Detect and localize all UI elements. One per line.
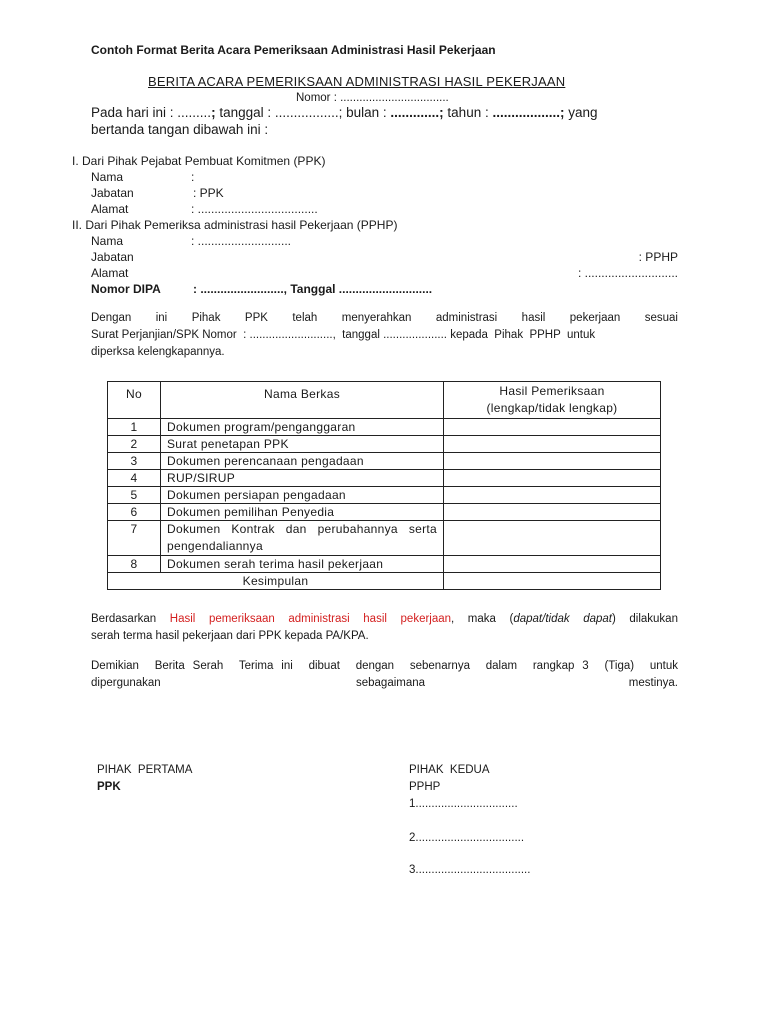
para-3-word-mestinya: mestinya. [628, 677, 678, 689]
header-nama-berkas: Nama Berkas [161, 382, 444, 419]
section-1-alamat-value: : .................................... [191, 202, 318, 216]
intro-line-1: Pada hari ini : .........; tanggal : .................; bulan : .............; tahun : ..................; yang [91, 105, 598, 120]
sign-right-title: PIHAK KEDUA [409, 764, 490, 776]
section-1-jabatan-value: : PPK [193, 186, 224, 200]
section-2-alamat-value: : ............................ [577, 266, 678, 280]
sign-left-role: PPK [97, 781, 121, 793]
hasil-cell[interactable] [444, 470, 661, 487]
section-1-nama-value: : [191, 170, 195, 184]
berkas-table [107, 381, 661, 590]
section-2-jabatan-label: Jabatan [91, 250, 134, 264]
para-3-word-dipergunakan: dipergunakan [91, 677, 161, 689]
hasil-cell[interactable] [444, 453, 661, 470]
para-1-line-1: Dengan ini Pihak PPK telah menyerahkan administrasi hasil pekerjaan sesuai [91, 312, 678, 324]
table-row: 6 Dokumen pemilihan Penyedia [108, 504, 661, 521]
sign-right-role: PPHP [409, 781, 441, 793]
section-2-nama-value: : ............................ [191, 234, 292, 248]
section-2-dipa-label: Nomor DIPA [91, 282, 161, 296]
section-2-jabatan-value: : PPHP [638, 250, 678, 264]
section-1-jabatan-label: Jabatan [91, 186, 134, 200]
kesimpulan-label: Kesimpulan [108, 573, 444, 590]
section-2-dipa-value: : ........................., Tanggal ............................ [193, 282, 433, 296]
signature-line-2[interactable]: 2.................................. [409, 832, 525, 844]
table-row: 5 Dokumen persiapan pengadaan [108, 487, 661, 504]
para-3-word-sebagaimana: sebagaimana [356, 677, 426, 689]
hasil-cell[interactable] [444, 556, 661, 573]
table-row: 3 Dokumen perencanaan pengadaan [108, 453, 661, 470]
section-2-nama-label: Nama [91, 234, 124, 248]
para-3-line-1: Demikian Berita Serah Terima ini dibuat dengan sebenarnya dalam rangkap 3 (Tiga) untuk [91, 660, 678, 672]
document-caption: Contoh Format Berita Acara Pemeriksaan Administrasi Hasil Pekerjaan [91, 43, 496, 57]
table-row: 8 Dokumen serah terima hasil pekerjaan [108, 556, 661, 573]
hasil-cell[interactable] [444, 521, 661, 556]
header-no: No [108, 382, 161, 419]
intro-line-2: bertanda tangan dibawah ini : [91, 122, 269, 137]
table-row: 2 Surat penetapan PPK [108, 436, 661, 453]
document-title: BERITA ACARA PEMERIKSAAN ADMINISTRASI HASIL PEKERJAAN [148, 74, 566, 89]
document-number: Nomor : .................................. [296, 92, 449, 104]
para-1-line-3: diperksa kelengkapannya. [91, 346, 225, 358]
section-2-alamat-label: Alamat [91, 266, 129, 280]
table-row: 7 Dokumen Kontrak dan perubahannya serta pengendaliannya [108, 521, 661, 556]
hasil-cell[interactable] [444, 504, 661, 521]
table-row: 1 Dokumen program/penganggaran [108, 419, 661, 436]
table-header-row [108, 382, 661, 419]
para-1-line-2: Surat Perjanjian/SPK Nomor : .........................., tanggal .................... kepada Pihak PPHP untuk [91, 329, 596, 341]
table-kesimpulan-row [108, 573, 661, 590]
table-row: 4 RUP/SIRUP [108, 470, 661, 487]
hasil-cell[interactable] [444, 436, 661, 453]
signature-line-1[interactable]: 1................................ [409, 798, 518, 810]
section-1-alamat-label: Alamat [91, 202, 129, 216]
hasil-cell[interactable] [444, 487, 661, 504]
signature-line-3[interactable]: 3.................................... [409, 864, 531, 876]
kesimpulan-cell[interactable] [444, 573, 661, 590]
section-2-heading: II. Dari Pihak Pemeriksa administrasi hasil Pekerjaan (PPHP) [72, 218, 398, 232]
para-2-line-2: serah terma hasil pekerjaan dari PPK kepada PA/KPA. [91, 630, 369, 642]
section-1-heading: I. Dari Pihak Pejabat Pembuat Komitmen (PPK) [72, 154, 326, 168]
section-1-nama-label: Nama [91, 170, 124, 184]
header-hasil: Hasil Pemeriksaan (lengkap/tidak lengkap) [444, 382, 661, 419]
sign-left-title: PIHAK PERTAMA [97, 764, 193, 776]
para-2-line-1: Berdasarkan Hasil pemeriksaan administrasi hasil pekerjaan, maka (dapat/tidak dapat) dilakukan [91, 613, 678, 625]
hasil-cell[interactable] [444, 419, 661, 436]
